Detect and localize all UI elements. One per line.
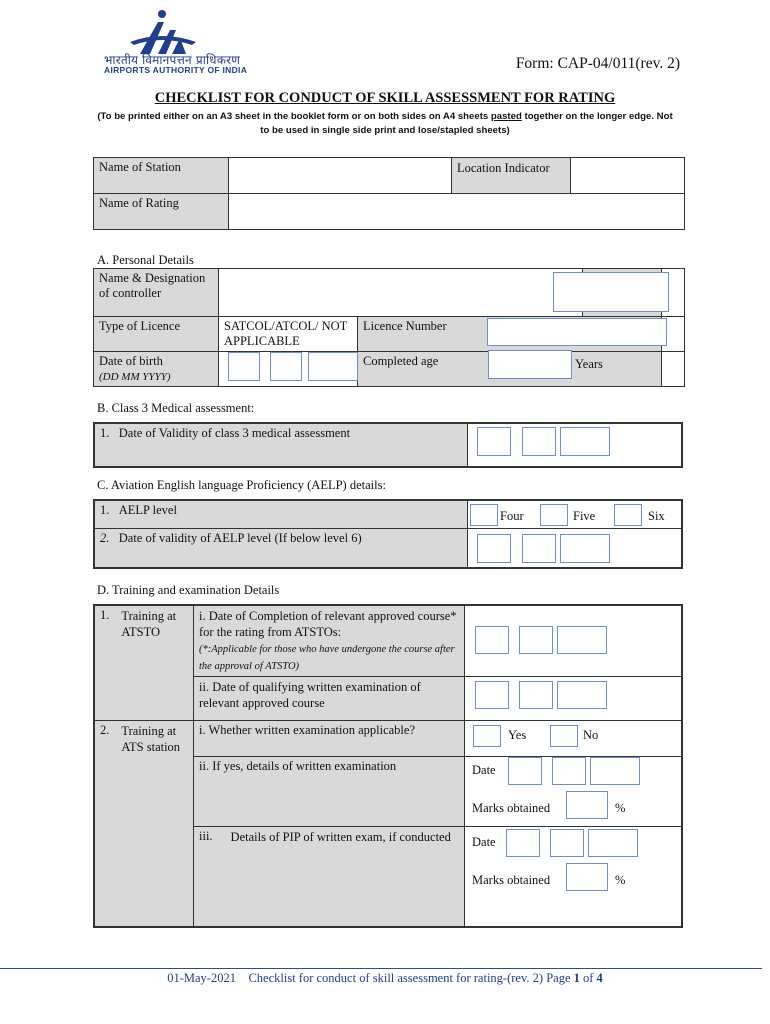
form-number: Form: CAP-04/011(rev. 2) bbox=[515, 55, 680, 72]
training-ats-station-label: 2. Training at ATS station bbox=[94, 721, 194, 927]
aelp-six-label: Six bbox=[648, 509, 665, 523]
pip-month-input[interactable] bbox=[550, 829, 584, 857]
medical-month-input[interactable] bbox=[522, 427, 556, 456]
written-exam-date-label: Date bbox=[472, 763, 496, 777]
licence-number-input[interactable] bbox=[487, 318, 667, 346]
pip-date-label: Date bbox=[472, 835, 496, 849]
aelp-five-label: Five bbox=[573, 509, 596, 523]
section-d-heading: D. Training and examination Details bbox=[97, 583, 280, 597]
age-cell bbox=[661, 352, 684, 387]
pip-percent: % bbox=[615, 873, 626, 887]
name-of-rating-label: Name of Rating bbox=[94, 194, 229, 230]
page-subtitle: (To be printed either on an A3 sheet in the booklet form or on both sides on A4 sheets pasted together on the longer edge. Not to be used in single side print and lose/stapled sheets) bbox=[97, 111, 673, 136]
written-exam-day-input[interactable] bbox=[508, 757, 542, 785]
name-designation-field[interactable] bbox=[219, 269, 583, 317]
logo-hindi-text: भारतीय विमानपत्तन प्राधिकरण bbox=[104, 53, 241, 67]
atsto-completion-month-input[interactable] bbox=[519, 626, 553, 654]
atsto-written-day-input[interactable] bbox=[475, 681, 509, 709]
written-exam-applicable-label: i. Whether written examination applicable? bbox=[194, 721, 465, 757]
section-c-heading: C. Aviation English language Proficiency (AELP) details: bbox=[97, 478, 386, 492]
aelp-month-input[interactable] bbox=[522, 534, 556, 563]
station-table bbox=[93, 157, 685, 230]
dob-year-input[interactable] bbox=[308, 352, 358, 381]
atsto-written-month-input[interactable] bbox=[519, 681, 553, 709]
written-exam-yes-label: Yes bbox=[508, 728, 527, 742]
page-footer: 01-May-2021 Checklist for conduct of skill assessment for rating-(rev. 2) Page 1 of 4 bbox=[167, 971, 603, 985]
logo-english-text: AIRPORTS AUTHORITY OF INDIA bbox=[104, 65, 248, 75]
pip-marks-input[interactable] bbox=[566, 863, 608, 891]
pip-details-label: iii. Details of PIP of written exam, if conducted bbox=[194, 827, 465, 927]
aelp-level-label: 1. AELP level bbox=[94, 500, 468, 528]
aelp-day-input[interactable] bbox=[477, 534, 511, 563]
section-b-heading: B. Class 3 Medical assessment: bbox=[97, 401, 255, 415]
page-title: CHECKLIST FOR CONDUCT OF SKILL ASSESSMENT FOR RATING bbox=[154, 90, 616, 106]
written-exam-details-label: ii. If yes, details of written examination bbox=[194, 757, 465, 827]
medical-year-input[interactable] bbox=[560, 427, 610, 456]
written-exam-no-checkbox[interactable] bbox=[550, 725, 578, 747]
medical-day-input[interactable] bbox=[477, 427, 511, 456]
training-atsto-label: 1. Training at ATSTO bbox=[94, 605, 194, 721]
pip-marks-label: Marks obtained bbox=[472, 873, 551, 887]
atsto-completion-label: i. Date of Completion of relevant approved course* for the rating from ATSTOs: (*:Applicable for those who have undergone the course after the approval of ATSTO) bbox=[194, 605, 465, 677]
section-a-heading: A. Personal Details bbox=[97, 253, 194, 267]
aelp-four-checkbox[interactable] bbox=[470, 504, 498, 526]
atsto-completion-day-input[interactable] bbox=[475, 626, 509, 654]
written-exam-yes-checkbox[interactable] bbox=[473, 725, 501, 747]
footer-date: 01-May-2021 bbox=[167, 971, 236, 985]
location-indicator-label: Location Indicator bbox=[452, 158, 571, 194]
written-exam-marks-input[interactable] bbox=[566, 791, 608, 819]
aelp-validity-label: 2. Date of validity of AELP level (If below level 6) bbox=[94, 528, 468, 568]
aelp-four-label: Four bbox=[500, 509, 524, 523]
dob-day-input[interactable] bbox=[228, 352, 260, 381]
aelp-five-checkbox[interactable] bbox=[540, 504, 568, 526]
written-exam-no-label: No bbox=[583, 728, 599, 742]
name-of-rating-field[interactable] bbox=[229, 194, 685, 230]
pip-year-input[interactable] bbox=[588, 829, 638, 857]
date-of-birth-label: Date of birth (DD MM YYYY) bbox=[94, 352, 219, 387]
licence-type-value: SATCOL/ATCOL/ NOT APPLICABLE bbox=[219, 317, 358, 352]
footer-text: Checklist for conduct of skill assessment for rating-(rev. 2) bbox=[248, 971, 544, 985]
written-exam-marks-label: Marks obtained bbox=[472, 801, 551, 815]
atsto-written-label: ii. Date of qualifying written examination of relevant approved course bbox=[194, 677, 465, 721]
atsto-completion-year-input[interactable] bbox=[557, 626, 607, 654]
name-designation-label: Name & Designation of controller bbox=[94, 269, 219, 317]
completed-age-label: Completed age bbox=[358, 352, 662, 387]
footer-divider bbox=[0, 968, 762, 969]
licence-number-label: Licence Number bbox=[358, 317, 662, 352]
pip-day-input[interactable] bbox=[506, 829, 540, 857]
completed-age-input[interactable] bbox=[488, 350, 572, 379]
years-label: Years bbox=[575, 357, 603, 371]
location-indicator-field[interactable] bbox=[571, 158, 685, 194]
name-of-station-label: Name of Station bbox=[94, 158, 229, 194]
aelp-year-input[interactable] bbox=[560, 534, 610, 563]
written-exam-year-input[interactable] bbox=[590, 757, 640, 785]
dob-month-input[interactable] bbox=[270, 352, 302, 381]
atsto-written-year-input[interactable] bbox=[557, 681, 607, 709]
written-exam-month-input[interactable] bbox=[552, 757, 586, 785]
written-exam-percent: % bbox=[615, 801, 626, 815]
aelp-six-checkbox[interactable] bbox=[614, 504, 642, 526]
employee-number-input[interactable] bbox=[553, 272, 669, 312]
medical-validity-label: 1. Date of Validity of class 3 medical assessment bbox=[94, 423, 468, 467]
type-of-licence-label: Type of Licence bbox=[94, 317, 219, 352]
name-of-station-field[interactable] bbox=[229, 158, 452, 194]
